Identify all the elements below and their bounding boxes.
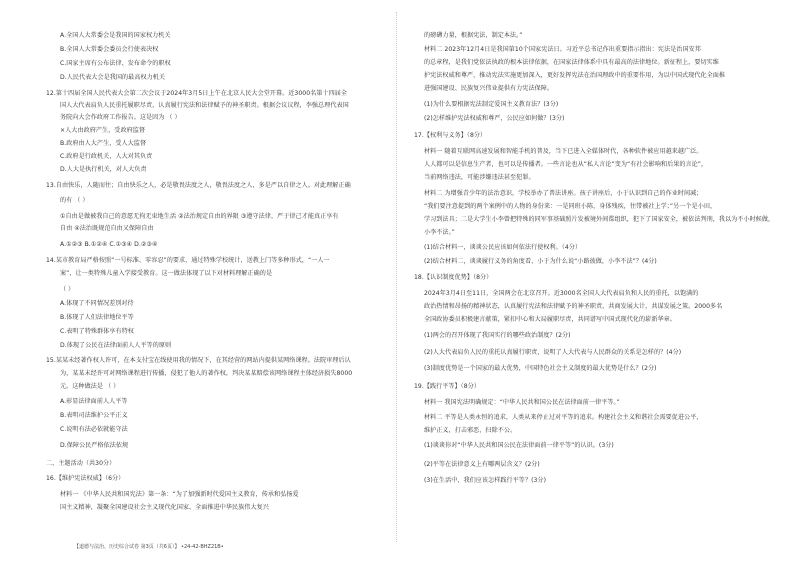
question-18-sub-3: (3)制度优势是一个国家的最大优势，中国特色社会主义制度的最大优势是什么？(2分) (424, 365, 657, 372)
option-c-15: C.说明有法必依就能守法 (60, 426, 128, 433)
question-16-material-2-cont-2: 护宪法权威和尊严，推动宪法实施更加深入，更好发挥宪法在治国理政中的重要作用，为以中国式现代化全面推 (424, 72, 726, 79)
question-19-sub-3: (3)在生活中，我们应该怎样践行平等？(3分) (424, 477, 547, 484)
question-13-options: A.①②③ B.①②④ C.①③④ D.②③④ (60, 241, 158, 248)
question-16-sub-2: (2)怎样维护宪法权威和尊严，公民应如何做？(3分) (424, 115, 565, 122)
option-d-12: D.人大是执行机关，对人大负责 (60, 166, 147, 173)
question-18-sub-2: (2)人大代表肩负人民的重托认真履行职责，说明了人大代表与人民群众的关系是怎样的？(4分) (424, 349, 682, 356)
question-17-title: 17.【权利与义务】（8分） (414, 132, 487, 139)
question-18-title: 18.【认识制度优势】（8分） (414, 274, 493, 281)
question-17-material-2-cont: “我们要注意提到的两个案例中的人物的身份来：一是同班小陈，身体残疾，往带被社上学；”另一个是小田， (424, 203, 717, 210)
question-19-title: 19.【践行平等】（8分） (414, 383, 481, 390)
question-17-material-1: 材料一 随着互联网高速发展和智能手机的普及，当下已进入全媒体时代，各种软件被应用越来越广泛。 (424, 148, 703, 155)
question-16-material-1-cont: 国主义精神，凝聚全国建设社会主义现代化国家、全面推进中华民族伟大复兴 (60, 504, 269, 511)
option-a-12: ×人大由政府产生，受政府监督 (60, 127, 146, 134)
question-17-sub-1: (1)结合材料一，谈谈公民应该如何依法行使权利。（4分） (424, 244, 582, 251)
question-16-material-2-cont-3: 进强国建设、民族复兴伟业提供有力宪法保障。 (424, 85, 554, 92)
option-a-11: A.全国人大常委会是我国的国家权力机关 (60, 32, 171, 39)
option-b-12: B.政府由人大产生，受人大监督 (60, 140, 147, 147)
question-13: 13.自由快乐，人随而往；自由快乐之人，必是敬畏法度之人，敬畏法度之人，多是严以自律之人。对此理解正确 (46, 182, 351, 189)
question-17-material-1-cont-2: 当前网络违法，可能涉嫌违法甚至犯罪。 (424, 174, 535, 181)
section-2-title: 二、主题活动（共30分） (46, 460, 116, 467)
question-15: 15.某某未经著作权人许可，在本支付宝在线使用我的情况下，在其经营的网站内提供某网络课程。法院审理后认 (46, 357, 351, 364)
option-d-14: D.体现了公民在法律面前人人平等的原则 (60, 342, 172, 349)
question-14: 14.某市教育局严格按照“一号标准、零容忍”的要求，通过特殊学校统计，送教上门等多种形式，“一人一 (46, 257, 330, 264)
question-19-material-2: 材料二 平等是人类永恒的追求，人类从来停止过对平等的追求。构建社会主义和谐社会需要促进公平， (424, 414, 703, 421)
question-18-sub-1: (1)两会的召开体现了我国实行的哪些政治制度？(2分) (424, 332, 571, 339)
question-17-material-2-cont-3: 小李不法。” (424, 229, 455, 236)
question-18-material-cont: 政治热情和昂扬的精神状态，认真履行宪法和法律赋予的神圣职责，共商发展大计，共谋发展之策。2000多名 (424, 303, 723, 310)
option-c-11: C.国家主席有公布法律、发布命令的职权 (60, 60, 171, 67)
question-16-material-2-cont: 的总章程，是我们党依法执政的根本法律依据，在国家法律体系中具有最高的法律地位。新征程上，要切实维 (424, 59, 719, 66)
question-14-line-2: 案”，让一类特殊儿童入学接受教育。这一做法体现了以下对材料理解正确的是 (60, 270, 273, 277)
question-15-line-2: 为，某某未经许可对网络课程进行传播，侵犯了他人的著作权，判决某某赔偿该网络课程主体经济损失8000 (60, 370, 353, 377)
question-19-sub-2: (2)平等在法律意义上有哪两层含义？(2分) (424, 461, 540, 468)
option-b-15: B.表明司法维护公平正义 (60, 412, 128, 419)
question-18-material: 2024年3月4日至11日，全国两会在北京召开。近3000名全国人大代表肩负和人民的重托，以饱满的 (424, 290, 699, 297)
question-19-material-1: 材料一 我国宪法明确规定：“中华人民共和国公民在法律面前一律平等。” (424, 399, 620, 406)
question-13-line-2: 的有 （ ） (60, 197, 89, 204)
question-19-sub-1: (1)谈谈你对“中华人民共和国公民在法律面前一律平等”的认识。(3分) (424, 442, 614, 449)
column-divider (396, 12, 397, 542)
option-b-14: B.体现了人们法律地位平等 (60, 314, 134, 321)
question-12-line-2: 国人大代表肩负人民重托履职尽责，认真履行宪法和法律赋予的神圣职责。根据会议议程，李强总理代表国 (60, 102, 349, 109)
question-15-line-3: 元。这种做法是 （ ） (60, 383, 120, 390)
question-17-material-2-cont-2: 学习到法具；二是大学生小李曾把特殊的同军事基础照片发被境外间谍组织，犯下了国家安全，被依法判刑，我以为不小时候做， (424, 216, 775, 223)
question-13-statements: ①自由是做被我自己的意愿无拘无束地生活 ②法治规定自由的界限 ③遵守法律，严于律己才能真正享有 (60, 213, 339, 220)
question-13-statements-2: 自由 ④法治既规范自由又保障自由 (60, 225, 154, 232)
question-16-sub-1: (1)为什么要根据宪法制定爱国主义教育法？(3分) (424, 101, 559, 108)
option-b-11: B.全国人大常委会委员会行使表决权 (60, 46, 159, 53)
question-16-title: 16.【维护宪法权威】（6分） (46, 475, 125, 482)
page-footer: 【道德与法治、历史综合试卷 第3页（共6页）】 •24-42-BHZ21B• (74, 544, 224, 550)
question-17-material-1-cont: 人人都可以是信息生产者，也可以是传播者。一些言论也从“私人言论”变为“有社会影响和后果的言论”， (424, 161, 708, 168)
question-12: 12.第十四届全国人民代表大会第二次会议于2024年3月5日上午在北京人民大会堂开幕。近3000名第十四届全 (46, 90, 348, 97)
question-19-material-2-cont: 维护正义，打击邪恶，扫除不公。 (424, 427, 517, 434)
option-d-15: D.保障公民严格依法依规 (60, 442, 129, 449)
question-16-material-1: 材料一 《中华人民共和国宪法》第一条：“为了加强新时代爱国主义教育，传承和弘扬爱 (60, 491, 299, 498)
option-d-11: D.人民代表大会是我国的最高权力机关 (60, 74, 166, 81)
option-a-15: A.彰显法律面前人人平等 (60, 398, 128, 405)
question-17-sub-2: (2)结合材料二，谈谈履行义务的角度看，小于为什么说“小路彼做，小李不法”？(4分) (424, 258, 657, 265)
question-14-bracket: （ ） (60, 286, 75, 293)
option-c-14: C.表明了特殊群体享有特权 (60, 328, 134, 335)
option-c-12: C.政府是行政机关，人大对其负责 (60, 153, 153, 160)
material-continuation: 的磅礴力量，根据宪法，制定本法。” (424, 32, 523, 39)
question-12-line-3: 务院向大会作政府工作报告。这是因为 （ ） (60, 114, 181, 121)
question-17-material-2: 材料二 为增强青少年的法治意识，学校举办了普法讲座。孩子讲座后，小于认识到自己的作业时间减； (424, 190, 703, 197)
option-a-14: A.体现了不同情况差别对待 (60, 300, 134, 307)
question-16-material-2: 材料二 2023年12月4日是我国第10个国家宪法日。习近平总书记作出重要指示指出：宪法是治国安邦 (424, 46, 701, 53)
question-18-material-cont-2: 全国政协委员积极建言献策，紧扣中心和大局履职尽责，共同谱写中国式现代化的崭新华章。 (424, 316, 676, 323)
